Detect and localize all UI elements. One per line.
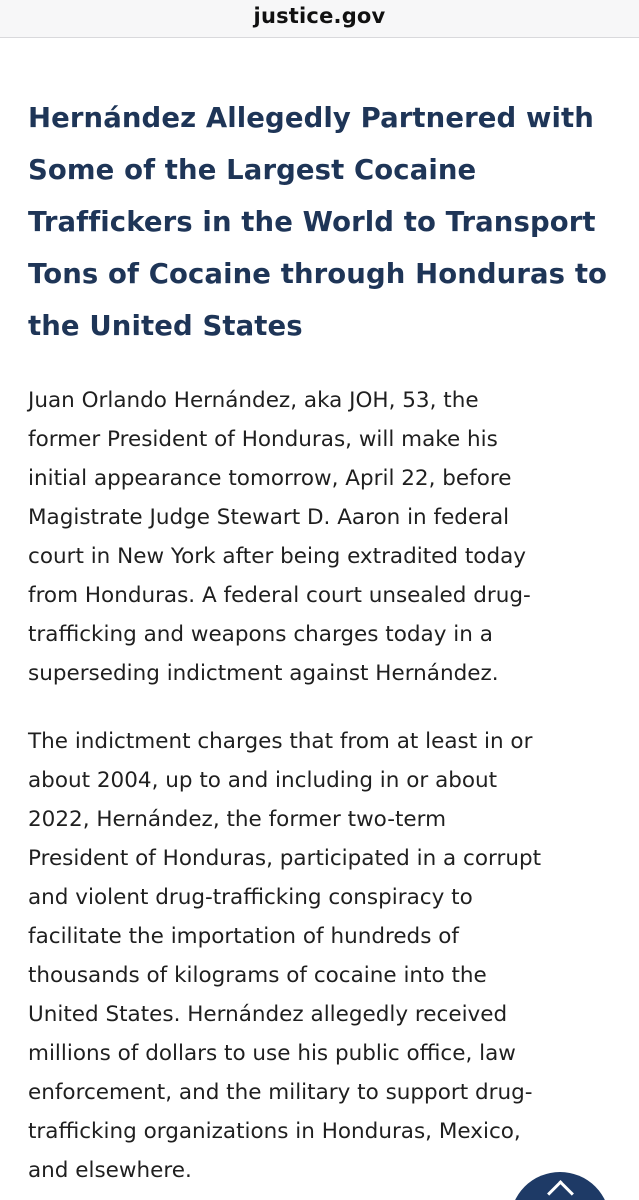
paragraph-line: Magistrate Judge Stewart D. Aaron in federal (28, 505, 510, 530)
article-paragraph-1 (28, 381, 618, 693)
headline-line: the United States (28, 310, 303, 342)
headline-line: Tons of Cocaine through Honduras to (28, 258, 608, 290)
paragraph-line: United States. Hernández allegedly received (28, 1002, 508, 1027)
paragraph-line: about 2004, up to and including in or about (28, 768, 498, 793)
paragraph-line: and elsewhere. (28, 1158, 192, 1183)
article-headline (28, 92, 618, 352)
paragraph-line: thousands of kilograms of cocaine into the (28, 963, 487, 988)
headline-line: Some of the Largest Cocaine (28, 154, 477, 186)
url-text[interactable]: justice.gov (253, 3, 386, 28)
paragraph-line: millions of dollars to use his public office, law (28, 1041, 516, 1066)
paragraph-line: enforcement, and the military to support drug- (28, 1080, 533, 1105)
paragraph-line: facilitate the importation of hundreds of (28, 924, 459, 949)
paragraph-line: superseding indictment against Hernández. (28, 661, 499, 686)
paragraph-line: from Honduras. A federal court unsealed drug- (28, 583, 531, 608)
headline-line: Hernández Allegedly Partnered with (28, 102, 594, 134)
paragraph-line: trafficking organizations in Honduras, Mexico, (28, 1119, 521, 1144)
paragraph-line: initial appearance tomorrow, April 22, before (28, 466, 512, 491)
headline-line: Traffickers in the World to Transport (28, 206, 596, 238)
article-paragraph-2 (28, 722, 618, 1190)
paragraph-line: court in New York after being extradited today (28, 544, 526, 569)
chevron-up-icon (547, 1180, 574, 1200)
article-content (28, 92, 618, 1190)
paragraph-line: Juan Orlando Hernández, aka JOH, 53, the (28, 388, 479, 413)
paragraph-line: 2022, Hernández, the former two-term (28, 807, 447, 832)
paragraph-line: The indictment charges that from at least in or (28, 729, 533, 754)
paragraph-line: trafficking and weapons charges today in a (28, 622, 493, 647)
paragraph-line: and violent drug-trafficking conspiracy to (28, 885, 473, 910)
browser-url-bar[interactable] (0, 0, 639, 38)
paragraph-line: President of Honduras, participated in a corrupt (28, 846, 542, 871)
paragraph-line: former President of Honduras, will make his (28, 427, 498, 452)
